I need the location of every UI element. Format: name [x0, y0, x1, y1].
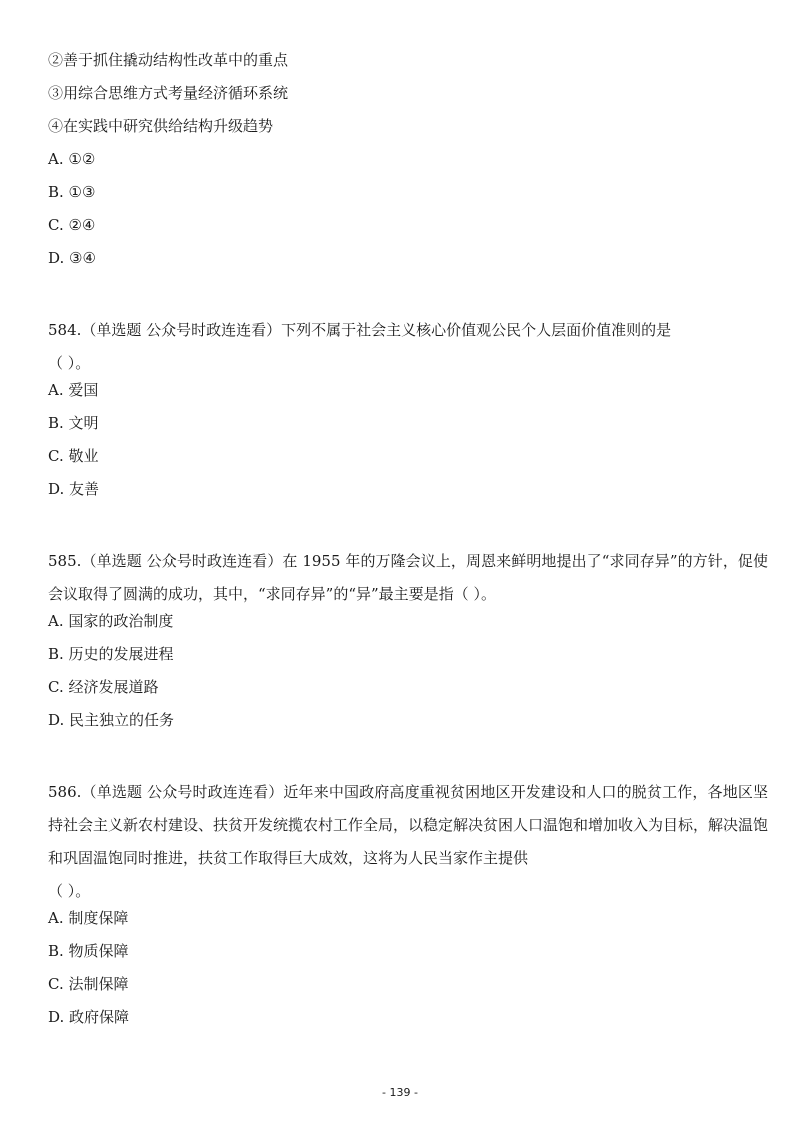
- answer-option: B. 历史的发展进程: [48, 645, 174, 663]
- question-586: [48, 776, 768, 1040]
- page-number: - 139 -: [382, 1086, 418, 1099]
- answer-option: A. ①②: [48, 150, 96, 168]
- question-585: [48, 545, 768, 743]
- answer-option: C. ②④: [48, 216, 96, 234]
- answer-blank: （ ）。: [48, 354, 91, 372]
- answer-option: A. 制度保障: [48, 909, 129, 927]
- statement-item: ④在实践中研究供给结构升级趋势: [48, 117, 274, 135]
- answer-option: A. 爱国: [48, 381, 99, 399]
- document-page: [48, 50, 768, 1040]
- answer-option: D. 民主独立的任务: [48, 711, 175, 729]
- question-stem: 586.（单选题 公众号时政连连看）近年来中国政府高度重视贫困地区开发建设和人口的脱贫工作，各地区坚持社会主义新农村建设、扶贫开发统揽农村工作全局，以稳定解决贫困人口温饱和增加收入为目标，解决温饱和巩固温饱同时推进，扶贫工作取得巨大成效，这将为人民当家作主提供: [48, 783, 769, 867]
- answer-option: A. 国家的政治制度: [48, 612, 174, 630]
- answer-option: B. 物质保障: [48, 942, 129, 960]
- question-stem: 584.（单选题 公众号时政连连看）下列不属于社会主义核心价值观公民个人层面价值准则的是: [48, 321, 672, 339]
- answer-option: C. 经济发展道路: [48, 678, 159, 696]
- answer-option: C. 法制保障: [48, 975, 129, 993]
- statement-item: ②善于抓住撬动结构性改革中的重点: [48, 51, 289, 69]
- answer-option: C. 敬业: [48, 447, 99, 465]
- answer-option: B. ①③: [48, 183, 96, 201]
- question-stem: 585.（单选题 公众号时政连连看）在 1955 年的万隆会议上，周恩来鲜明地提出了“求同存异”的方针，促使会议取得了圆满的成功，其中，“求同存异”的“异”最主要是指（ ）。: [48, 552, 768, 603]
- answer-option: D. 友善: [48, 480, 100, 498]
- answer-blank: （ ）。: [48, 882, 91, 900]
- answer-option: D. 政府保障: [48, 1008, 130, 1026]
- answer-option: D. ③④: [48, 249, 96, 267]
- statement-item: ③用综合思维方式考量经济循环系统: [48, 84, 289, 102]
- answer-option: B. 文明: [48, 414, 99, 432]
- prev-question-tail: [48, 50, 768, 281]
- question-584: [48, 314, 768, 512]
